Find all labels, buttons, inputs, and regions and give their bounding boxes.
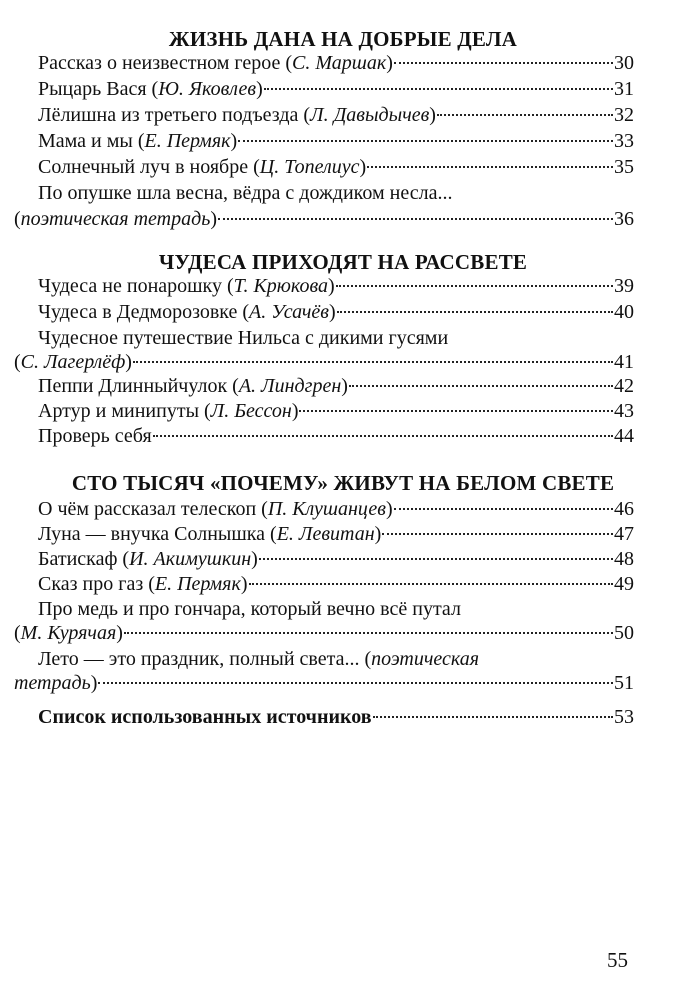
toc-entry: Батискаф (И. Акимушкин) 48 — [38, 548, 634, 570]
toc-entry: тетрадь) 51 — [14, 672, 634, 694]
toc-entry: Лёлишна из третьего подъезда (Л. Давыдычев) 32 — [38, 104, 634, 126]
toc-entry: Рассказ о неизвестном герое (С. Маршак) 30 — [38, 52, 634, 74]
page-ref: 48 — [614, 548, 634, 570]
toc-entry: Чудеса не понарошку (Т. Крюкова) 39 — [38, 275, 634, 297]
page-ref: 51 — [614, 672, 634, 694]
page-ref: 43 — [614, 400, 634, 422]
page-ref: 36 — [614, 208, 634, 230]
toc-entry: Артур и минипуты (Л. Бессон) 43 — [38, 400, 634, 422]
section-title: СТО ТЫСЯЧ «ПОЧЕМУ» ЖИВУТ НА БЕЛОМ СВЕТЕ — [71, 471, 615, 495]
page-ref: 46 — [614, 498, 634, 520]
page-ref: 53 — [614, 706, 634, 728]
toc-entry: Сказ про газ (Е. Пермяк) 49 — [38, 573, 634, 595]
toc-entry: Мама и мы (Е. Пермяк) 33 — [38, 130, 634, 152]
toc-entry: Рыцарь Вася (Ю. Яковлев) 31 — [38, 78, 634, 100]
page-ref: 35 — [614, 156, 634, 178]
page-number: 55 — [607, 948, 628, 972]
section-title: ЧУДЕСА ПРИХОДЯТ НА РАССВЕТЕ — [158, 250, 528, 274]
section-title: ЖИЗНЬ ДАНА НА ДОБРЫЕ ДЕЛА — [168, 27, 518, 51]
toc-entry: Проверь себя 44 — [38, 425, 634, 447]
page-ref: 41 — [614, 351, 634, 373]
toc-entry: Пеппи Длинныйчулок (А. Линдгрен) 42 — [38, 375, 634, 397]
page-ref: 31 — [614, 78, 634, 100]
page-ref: 42 — [614, 375, 634, 397]
page-ref: 32 — [614, 104, 634, 126]
toc-entry-line1: Лето — это праздник, полный света... (поэтическая — [38, 648, 480, 670]
page-ref: 30 — [614, 52, 634, 74]
toc-entry: (С. Лагерлёф) 41 — [14, 351, 634, 373]
toc-entry: Луна — внучка Солнышка (Е. Левитан) 47 — [38, 523, 634, 545]
page-ref: 33 — [614, 130, 634, 152]
toc-entry: Солнечный луч в ноябре (Ц. Топелиус) 35 — [38, 156, 634, 178]
toc-entry: Чудеса в Дедморозовке (А. Усачёв) 40 — [38, 301, 634, 323]
toc-entry: О чём рассказал телескоп (П. Клушанцев) 46 — [38, 498, 634, 520]
toc-entry-line1: По опушке шла весна, вёдра с дождиком несла... — [38, 182, 453, 204]
sources-entry: Список использованных источников 53 — [38, 706, 634, 728]
page-ref: 39 — [614, 275, 634, 297]
page-ref: 44 — [614, 425, 634, 447]
page-ref: 50 — [614, 622, 634, 644]
toc-entry: (поэтическая тетрадь) 36 — [14, 208, 634, 230]
page-ref: 49 — [614, 573, 634, 595]
page-ref: 47 — [614, 523, 634, 545]
toc-entry: (М. Курячая) 50 — [14, 622, 634, 644]
page-ref: 40 — [614, 301, 634, 323]
toc-entry-line1: Чудесное путешествие Нильса с дикими гусями — [38, 327, 449, 349]
toc-entry-line1: Про медь и про гончара, который вечно всё путал — [38, 598, 461, 620]
